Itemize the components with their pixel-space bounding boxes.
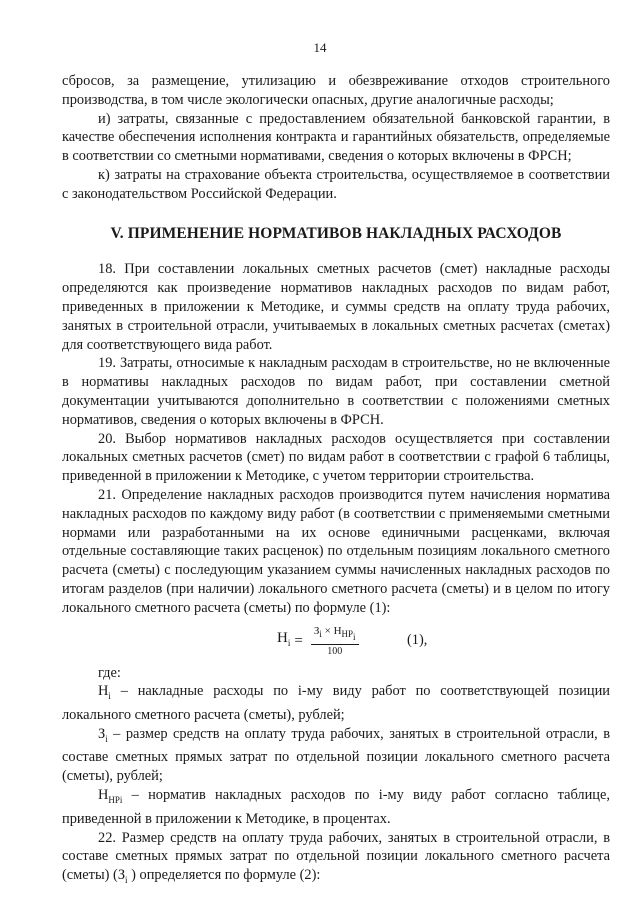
formula-expression bbox=[277, 624, 359, 659]
section-heading: V. ПРИМЕНЕНИЕ НОРМАТИВОВ НАКЛАДНЫХ РАСХОДОВ bbox=[110, 224, 562, 242]
paragraph-18: 18. При составлении локальных сметных расчетов (смет) накладные расходы определяются как произведение нормативов накладных расходов по видам работ, приведенных в приложении к Методике, и суммы средств на оплату труда рабочих, занятых в строительной отрасли, учитываемых в локальных сметных расчетах (сметах) для соответствующего вида работ. bbox=[62, 261, 610, 353]
page-number: 14 bbox=[313, 40, 327, 55]
paragraph-19: 19. Затраты, относимые к накладным расходам в строительстве, но не включенные в нормативы накладных расходов по видам работ, при составлении сметной документации учитываются дополнительно в соответствии с положениями сметных нормативов, сведения о которых включены в ФРСН. bbox=[62, 355, 610, 428]
definition-z: $З_i$ – размер средств на оплату труда рабочих, занятых в строительной отрасли, в составе сметных прямых затрат по отдельной позиции локального сметного расчета (сметы), рублей; bbox=[62, 725, 610, 785]
document-body bbox=[62, 72, 610, 890]
paragraph-22: 22. Размер средств на оплату труда рабочих, занятых в строительной отрасли, в составе сметных прямых затрат по отдельной позиции локального сметного расчета (сметы) ($З_i$ ) определяется по формуле (2): bbox=[62, 829, 610, 885]
paragraph-20: 20. Выбор нормативов накладных расходов осуществляется при составлении локальных сметных расчетов (смет) по видам работ в соответствии с графой 6 таблицы, приведенной в приложении к Методике, с учетом территории строительства. bbox=[62, 430, 610, 485]
formula-lhs: $Н_i$ bbox=[277, 630, 291, 649]
where-label: где: bbox=[98, 664, 121, 681]
paragraph-item-i: и) затраты, связанные с предоставлением обязательной банковской гарантии, в качестве обеспечения исполнения контракта и гарантийных обязательств, определяемые в соответствии со сметными нормативами, сведения о которых включены в ФРСН; bbox=[62, 110, 610, 165]
formula-denominator: 100 bbox=[327, 645, 343, 657]
definition-h: $Н_i$ – накладные расходы по i-му виду работ по соответствующей позиции локального сметного расчета (сметы), рублей; bbox=[62, 683, 610, 723]
formula-fraction bbox=[311, 624, 359, 659]
formula-numerator: $З_i \times Н_{НР_i}$ bbox=[311, 624, 359, 645]
formula-1 bbox=[62, 620, 610, 660]
formula-number: (1), bbox=[407, 631, 428, 648]
formula-equals: = bbox=[294, 632, 303, 649]
paragraph-21: 21. Определение накладных расходов производится путем начисления норматива накладных расходов по каждому виду работ (в соответствии с применяемыми сметными нормами или разработанными на их основе единичными расценками, включая отдельные составляющие таких расценок) по отдельным позициям локального сметного расчета (сметы) с последующим указанием суммы начисленных накладных расходов по итогам разделов (при наличии) локального сметного расчета (сметы) и в целом по итогу локального сметного расчета (сметы) по формуле (1): bbox=[62, 486, 610, 616]
definition-hnr: $Н_{НРi}$ – норматив накладных расходов по i-му виду работ согласно таблице, приведенной в приложении к Методике, в процентах. bbox=[62, 787, 610, 827]
paragraph-item-k: к) затраты на страхование объекта строительства, осуществляемое в соответствии с законодательством Российской Федерации. bbox=[62, 166, 610, 202]
paragraph-continuation: сбросов, за размещение, утилизацию и обезвреживание отходов строительного производства, в том числе экологически опасных, другие аналогичные расходы; bbox=[62, 73, 610, 108]
